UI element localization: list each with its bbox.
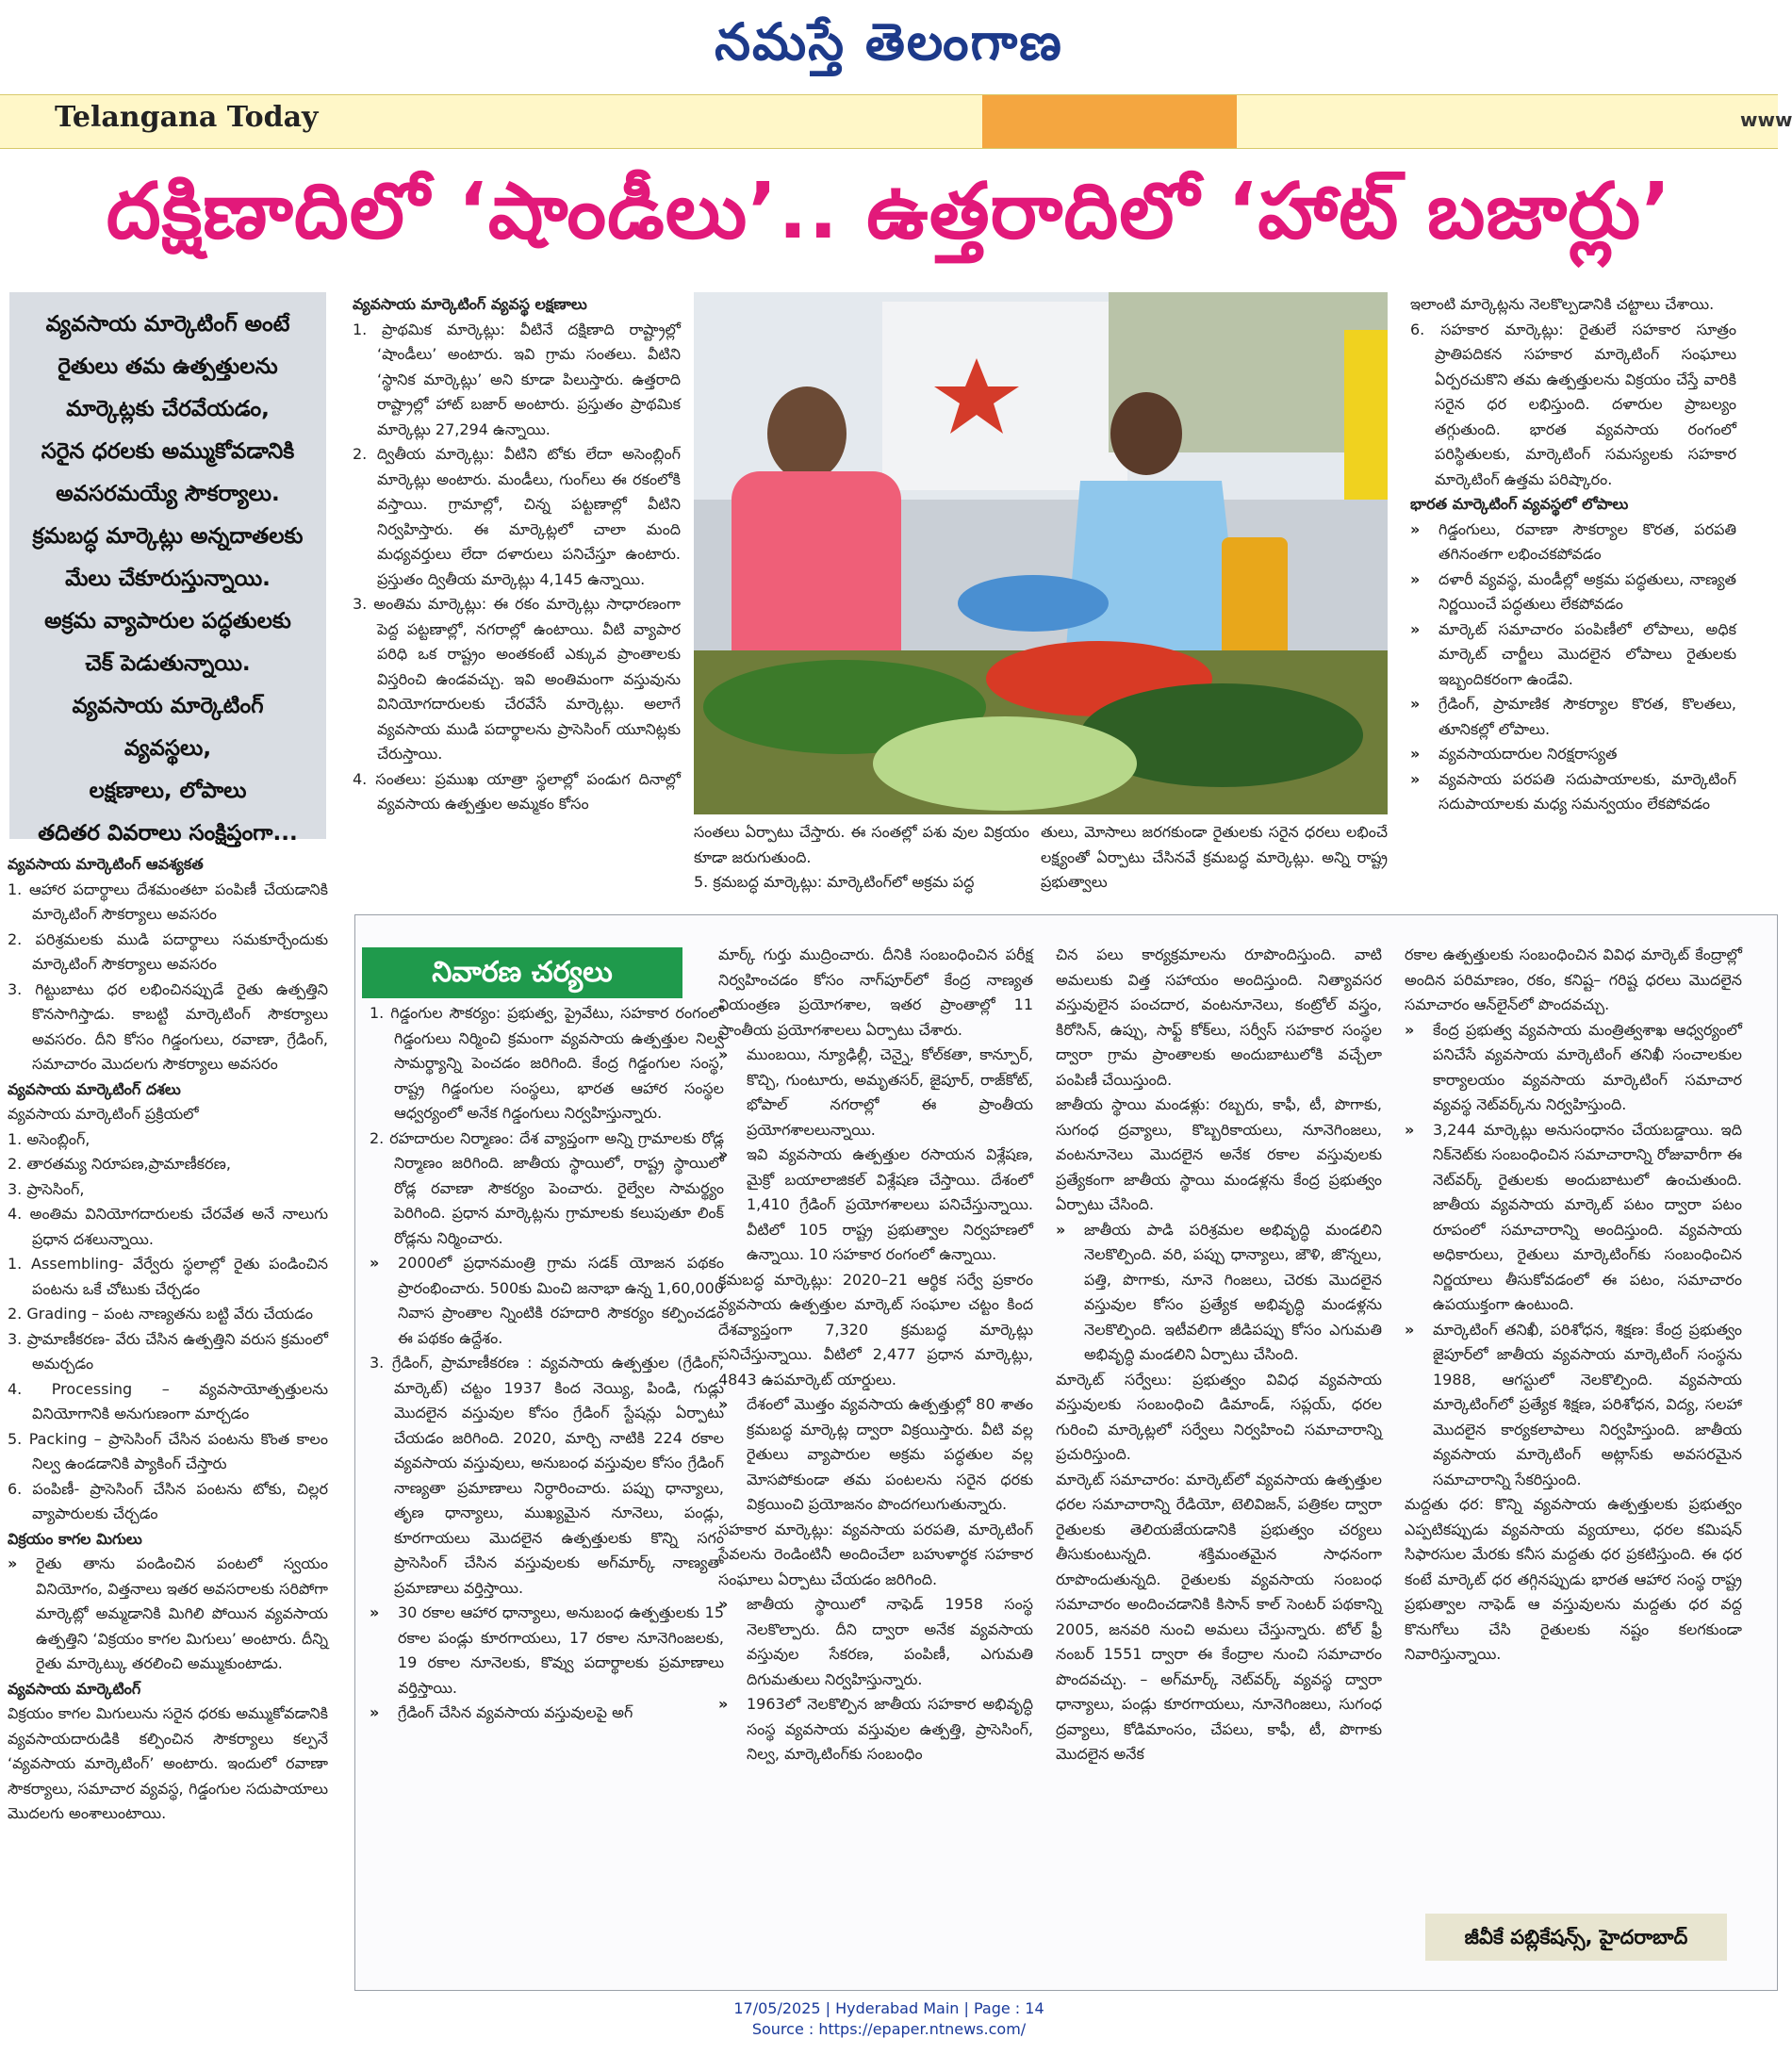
remedies-column-2 (718, 943, 1033, 1767)
intro-line: సరైన ధరలకు అమ్ముకోవడానికి (41, 439, 295, 464)
col2_top-para: 1. ప్రాథమిక మార్కెట్లు: వీటినే దక్షిణాది రాష్ట్రాల్లో ‘షాండీలు’ అంటారు. ఇవి గ్రామ సంతలు. వీటిని ‘స్థానిక మార్కెట్లు’ అని కూడా పిలుస్తారు. ఉత్తరాది రాష్ట్రాల్లో హాట్ బజార్ అంటారు. ప్రస్తుతం ప్రాథమిక మార్కెట్లు 27,294 ఉన్నాయి. (353, 320, 681, 438)
intro-line: వ్యవసాయ మార్కెటింగ్ అంటే (45, 312, 290, 337)
b2-para: 2. రహదారుల నిర్మాణం: దేశ వ్యాప్తంగా అన్ని గ్రామాలకు రోడ్ల నిర్మాణం జరిగింది. జాతీయ స్థాయిలో, రాష్ట్ర స్థాయిలో రోడ్ల రవాణా సౌకర్యం పెంచారు. రైల్వేల సామర్థ్యం పెరిగింది. ప్రధాన మార్కెట్లను గ్రామాలకు కలుపుతూ లింక్ రోడ్లను నిర్మించారు. (370, 1128, 724, 1247)
b5-para: » 3,244 మార్కెట్లు అనుసంధానం చేయబడ్డాయి. ఇది నిక్‌నెట్‌కు సంబంధించిన సమాచారాన్ని రోజువారీగా ఈ నెట్‌వర్క్ రైతులకు అందుబాటులో ఉంచుతుంది. జాతీయ వ్యవసాయ మార్కెట్ పటం ద్వారా పటం రూపంలో సమాచారాన్ని అందిస్తుంది. వ్యవసాయ అధికారులు, రైతులు మార్కెటింగ్‌కు సంబంధించిన నిర్ణయాలు తీసుకోవడంలో ఈ పటం, సమాచారం ఉపయుక్తంగా ఉంటుంది. (1405, 1118, 1742, 1318)
b3-para: » 1963లో నెలకొల్పిన జాతీయ సహకార అభివృద్ధి సంస్థ వ్యవసాయ వస్తువుల ఉత్పత్తి, ప్రాసెసింగ్, నిల్వ, మార్కెటింగ్‌కు సంబంధిం (718, 1692, 1033, 1767)
intro-line: చెక్ పెడుతున్నాయి. (85, 651, 251, 676)
col1-para: వ్యవసాయ మార్కెటింగ్ దశలు (8, 1079, 181, 1098)
b5-para: » మార్కెటింగ్ తనిఖీ, పరిశోధన, శిక్షణ: కేంద్ర ప్రభుత్వం జైపూర్‌లో జాతీయ వ్యవసాయ మార్కెటింగ్ సంస్థను 1988, ఆగస్టులో నెలకొల్పింది. వ్యవసాయ మార్కెటింగ్‌లో ప్రత్యేక శిక్షణ, పరిశోధన, విద్య, సలహా మొదలైన కార్యకలాపాలు నిర్వహిస్తుంది. జాతీయ వ్యవసాయ మార్కెటింగ్ అట్లాస్‌కు అవసరమైన సమాచారాన్ని సేకరిస్తుంది. (1405, 1318, 1742, 1493)
intro-line: వ్యవసాయ మార్కెటింగ్ వ్యవస్థలు, (72, 694, 264, 761)
col1-para: విక్రయం కాగల మిగులును సరైన ధరకు అమ్ముకోవడానికి వ్యవసాయదారుడికి కల్పించిన సౌకర్యాలు కల్పనే ‘వ్యవసాయ మార్కెటింగ్’ అంటారు. ఇందులో రవాణా సౌకర్యాలు, సమాచార వ్యవస్థ, గిడ్డంగుల సదుపాయాలు మొదలగు అంశాలుంటాయి. (8, 1704, 328, 1822)
column-left (8, 852, 328, 1827)
col2_top-para: 3. అంతిమ మార్కెట్లు: ఈ రకం మార్కెట్లు సాధారణంగా పెద్ద పట్టణాల్లో, నగరాల్లో ఉంటాయి. వీటి వ్యాపార పరిధి ఒక రాష్ట్రం అంతకంటే ఎక్కువ ప్రాంతాలకు విస్తరించి ఉండవచ్చు. ఇవి అంతిమంగా వస్తువును వినియోగదారులకు చేరవేసే మార్కెట్లు. అలాగే వ్యవసాయ ముడి పదార్థాలను ప్రాసెసింగ్ యూనిట్లకు చేరుస్తాయి. (353, 595, 681, 763)
b4-para: » జాతీయ పాడి పరిశ్రమల అభివృద్ధి మండలిని నెలకొల్పింది. వరి, పప్పు ధాన్యాలు, జౌళి, జొన్నలు, పత్తి, పొగాకు, నూనె గింజలు, చెరకు మొదలైన వస్తువుల కోసం ప్రత్యేక అభివృద్ధి మండళ్లను నెలకొల్పింది. ఇటీవలిగా జీడిపప్పు కోసం ఎగుమతి అభివృద్ధి మండలిని ఏర్పాటు చేసింది. (1056, 1218, 1382, 1368)
col2_top-para: 4. సంతలు: ప్రముఖ యాత్రా స్థలాల్లో పండుగ దినాల్లో వ్యవసాయ ఉత్పత్తుల అమ్మకం కోసం (353, 769, 681, 813)
b2-para: 3. గ్రేడింగ్, ప్రామాణీకరణ : వ్యవసాయ ఉత్పత్తుల (గ్రేడింగ్, మార్కెట్) చట్టం 1937 కింద నెయ్యి, పిండి, గుడ్లు మొదలైన వస్తువుల కోసం గ్రేడింగ్ స్టేషన్లు ఏర్పాటు చేయడం జరిగింది. 2020, మార్చి నాటికి 224 రకాల వ్యవసాయ వస్తువులు, అనుబంధ వస్తువుల కోసం గ్రేడింగ్ నాణ్యతా ప్రమాణాలు నిర్ధారించారు. పప్పు ధాన్యాలు, తృణ ధాన్యాలు, ముఖ్యమైన నూనెలు, పండ్లు, కూరగాయలు మొదలైన ఉత్పత్తులకు కొన్ని సగం ప్రాసెసింగ్ చేసిన వస్తువులకు అగ్‌మార్క్ నాణ్యతా ప్రమాణాలు వర్తిస్తాయి. (370, 1354, 724, 1597)
page-headline: దక్షిణాదిలో ‘షాండీలు’.. ఉత్తరాదిలో ‘హాట్ బజార్లు’ (106, 167, 1672, 256)
b5-para: » కేంద్ర ప్రభుత్వ వ్యవసాయ మంత్రిత్వశాఖ ఆధ్వర్యంలో పనిచేసే వ్యవసాయ మార్కెటింగ్ తనిఖీ సంచాలకుల కార్యాలయం వ్యవసాయ మార్కెటింగ్ సమాచార వ్యవస్థ నెట్‌వర్క్‌ను నిర్వహిస్తుంది. (1405, 1018, 1742, 1118)
col1-para: విక్రయం కాగల మిగులు (8, 1529, 142, 1548)
remedies-column-1 (370, 1001, 724, 1726)
col1-para: 2. Grading – పంట నాణ్యతను బట్టి వేరు చేయడం (8, 1305, 313, 1323)
col5_top-para: » దళారీ వ్యవస్థ, మండీల్లో అక్రమ పద్ధతులు, నాణ్యత నిర్ణయించే పద్ధతులు లేకపోవడం (1410, 567, 1736, 617)
col1-para: 3. ప్రామాణీకరణ- వేరు చేసిన ఉత్పత్తిని వరుస క్రమంలో అమర్చడం (8, 1329, 328, 1372)
col5_top-para: » వ్యవసాయదారుల నిరక్షరాస్యత (1410, 742, 1736, 767)
masthead (0, 0, 1778, 94)
remedies-title: నివారణ చర్యలు (362, 947, 682, 998)
vendor-photo-illustration (694, 292, 1388, 814)
b4-para: చిన పలు కార్యక్రమాలను రూపొందిస్తుంది. వాటి అమలుకు విత్త సహాయం అందిస్తుంది. నిత్యావసర వస్తువులైన పంచదార, వంటనూనెలు, కంట్రోల్ వస్త్రం, కిరోసిన్, ఉప్పు, సాఫ్ట్ కోక్‌లు, సర్వీస్ సహకార సంస్థల ద్వారా గ్రామ ప్రాంతాలకు అందుబాటులోకి వచ్చేలా పంపిణీ చేయిస్తుంది. (1056, 945, 1382, 1089)
col5_top-para: ఇలాంటి మార్కెట్లను నెలకొల్పడానికి చట్టాలు చేశాయి. (1410, 295, 1715, 313)
under-photo-text-2: తులు, మోసాలు జరగకుండా రైతులకు సరైన ధరలు లభించే లక్ష్యంతో ఏర్పాటు చేసినవే క్రమబద్ధ మార్కెట్లు. అన్ని రాష్ట్ర ప్రభుత్వాలు (1041, 823, 1388, 891)
col1-para: 1. Assembling- వేర్వేరు స్థలాల్లో రైతు పండించిన పంటను ఒకే చోటుకు చేర్చడం (8, 1255, 328, 1298)
b5-para: రకాల ఉత్పత్తులకు సంబంధించిన వివిధ మార్కెట్ కేంద్రాల్లో అందిన పరిమాణం, రకం, కనిష్ట– గరిష్ట ధరలు మొదలైన సమాచారం ఆన్‌లైన్‌లో పొందవచ్చు. (1405, 945, 1742, 1013)
col5_top-para: » మార్కెట్ సమాచారం పంపిణీలో లోపాలు, అధిక మార్కెట్ చార్జీలు మొదలైన లోపాలు రైతులకు ఇబ్బందికరంగా ఉండేవి. (1410, 617, 1736, 693)
market-photo (694, 292, 1388, 814)
col5_top-para: » గ్రేడింగ్, ప్రామాణిక సౌకర్యాల కొరత, కొలతలు, తూనికల్లో లోపాలు. (1410, 692, 1736, 742)
b3-para: సహకార మార్కెట్లు: వ్యవసాయ పరపతి, మార్కెటింగ్ సేవలను రెండింటినీ అందించేలా బహుళార్థక సహకార సంఘాలు ఏర్పాటు చేయడం జరిగింది. (718, 1520, 1033, 1588)
col1-para: 4. అంతిమ వినియోగదారులకు చేరవేత అనే నాలుగు ప్రధాన దశలున్నాయి. (8, 1205, 328, 1248)
intro-box (9, 292, 326, 846)
intro-line: అక్రమ వ్యాపారుల పద్ధతులకు (44, 609, 291, 633)
b3-para: మార్క్ గుర్తు ముద్రించారు. దీనికి సంబంధించిన పరీక్ష నిర్వహించడం కోసం నాగ్‌పూర్‌లో కేంద్ర నాణ్యత నియంత్రణ ప్రయోగశాల, ఇతర ప్రాంతాల్లో 11 ప్రాంతీయ ప్రయోగశాలలు ఏర్పాటు చేశారు. (718, 945, 1033, 1039)
b4-para: మార్కెట్ సమాచారం: మార్కెట్‌లో వ్యవసాయ ఉత్పత్తుల ధరల సమాచారాన్ని రేడియో, టెలివిజన్, పత్రికల ద్వారా రైతులకు తెలియజేయడానికి ప్రభుత్వం చర్యలు తీసుకుంటున్నది. శక్తిమంతమైన సాధనంగా రూపొందుతున్నది. రైతులకు వ్యవసాయ సంబంధ సమాచారం అందించడానికి కిసాన్ కాల్ సెంటర్ పథకాన్ని 2005, జనవరి నుంచి అమలు చేస్తున్నారు. టోల్ ఫ్రీ నంబర్ 1551 ద్వారా ఈ కేంద్రాల నుంచి సమాచారం పొందవచ్చు. – అగ్‌మార్క్ నెట్‌వర్క్ వ్యవస్థ ద్వారా ధాన్యాలు, పండ్లు కూరగాయలు, నూనెగింజలు, సుగంధ ద్రవ్యాలు, కోడిమాంసం, చేపలు, కాఫీ, టీ, పొగాకు మొదలైన అనేక (1056, 1470, 1382, 1763)
col1-para: 3. ప్రాసెసింగ్, (8, 1179, 85, 1198)
col1-para: 6. పంపిణీ- ప్రాసెసింగ్ చేసిన పంటను టోకు, చిల్లర వ్యాపారులకు చేర్చడం (8, 1479, 328, 1522)
col2_top-para: 2. ద్వితీయ మార్కెట్లు: వీటిని టోకు లేదా అసెంబ్లింగ్ మార్కెట్లు అంటారు. మండీలు, గుంగ్‌లు ఈ రకంలోకి వస్తాయి. గ్రామాల్లో, చిన్న పట్టణాల్లో వీటిని నిర్వహిస్తారు. ఈ మార్కెట్లలో చాలా మంది మధ్యవర్తులు లేదా దళారులు పనిచేస్తూ ఉంటారు. ప్రస్తుతం ద్వితీయ మార్కెట్లు 4,145 ఉన్నాయి. (353, 445, 681, 588)
col1-para: 5. Packing – ప్రాసెసింగ్ చేసిన పంటను కొంత కాలం నిల్వ ఉండడానికి ప్యాకింగ్ చేస్తారు (8, 1429, 328, 1472)
col5_top-para: » గిడ్డంగులు, రవాణా సౌకర్యాల కొరత, పరపతి తగినంతగా లభించకపోవడం (1410, 518, 1736, 567)
col1-para: 1. ఆహార పదార్థాలు దేశమంతటా పంపిణీ చేయడానికి మార్కెటింగ్ సౌకర్యాలు అవసరం (8, 879, 328, 923)
intro-line: క్రమబద్ధ మార్కెట్లు అన్నదాతలకు (32, 524, 304, 549)
b3-para: » జాతీయ స్థాయిలో నాఫెడ్ 1958 సంస్థ నెలకొల్పారు. దీని ద్వారా అనేక వ్యవసాయ వస్తువుల సేకరణ, పంపిణీ, ఎగుమతి దిగుమతులు నిర్వహిస్తున్నారు. (718, 1592, 1033, 1692)
b2-para: » గ్రేడింగ్ చేసిన వ్యవసాయ వస్తువులపై అగ్ (370, 1701, 724, 1726)
col5_top-para: భారత మార్కెటింగ్ వ్యవస్థలో లోపాలు (1410, 495, 1629, 513)
col1-para: 2. తారతమ్య నిరూపణ,ప్రామాణీకరణ, (8, 1155, 231, 1173)
col1-para: 1. అసెంబ్లింగ్, (8, 1129, 90, 1148)
col5_top-para: 6. సహకార మార్కెట్లు: రైతులే సహకార సూత్రం ప్రాతిపదికన సహకార మార్కెటింగ్ సంఘాలు ఏర్పరచుకొని తమ ఉత్పత్తులను విక్రయం చేస్తే వారికి సరైన ధర లభిస్తుంది. దళారుల ప్రాబల్యం తగ్గుతుంది. భారత వ్యవసాయ రంగంలో పరిస్థితులకు, మార్కెటింగ్ సమస్యలకు సహకార మార్కెటింగ్ ఉత్తమ పరిష్కారం. (1410, 320, 1736, 488)
column-features (353, 292, 681, 817)
intro-line: మార్కెట్లకు చేరవేయడం, (66, 397, 270, 421)
b4-para: మార్కెట్ సర్వేలు: ప్రభుత్వం వివిధ వ్యవసాయ వస్తువులకు సంబంధించి డిమాండ్, సప్లయ్, ధరల గురించి మార్కెట్లలో సర్వేలు నిర్వహించి సమాచారాన్ని ప్రచురిస్తుంది. (1056, 1370, 1382, 1463)
col1-para: 4. Processing – వ్యవసాయోత్పత్తులను వినియోగానికి అనుగుణంగా మార్చడం (8, 1379, 328, 1422)
website-text: www (1740, 108, 1792, 131)
footer-date-line: 17/05/2025 | Hyderabad Main | Page : 14 (733, 1999, 1044, 2017)
under-photo-right (1041, 820, 1388, 896)
b4-para: జాతీయ స్థాయి మండళ్లు: రబ్బరు, కాఫీ, టీ, పొగాకు, సుగంధ ద్రవ్యాలు, కొబ్బరికాయలు, నూనెగింజలు, వంటనూనెలు మొదలైన అనేక రకాల వస్తువులకు ప్రత్యేకంగా జాతీయ స్థాయి మండళ్లను కేంద్ర ప్రభుత్వం ఏర్పాటు చేసింది. (1056, 1095, 1382, 1213)
page-footer (0, 1998, 1778, 2040)
col1-para: 3. గిట్టుబాటు ధర లభించినప్పుడే రైతు ఉత్పత్తిని కొనసాగిస్తాడు. కాబట్టి మార్కెటింగ్ సౌకర్యాలు అవసరం. దీని కోసం గిడ్డంగులు, రవాణా, గ్రేడింగ్, సమాచారం మొదలగు సౌకర్యాలు అవసరం (8, 979, 328, 1073)
col1-para: » రైతు తాను పండించిన పంటలో స్వయం వినియోగం, విత్తనాలు ఇతర అవసరాలకు సరిపోగా మార్కెట్లో అమ్మడానికి మిగిలి పోయిన వ్యవసాయ ఉత్పత్తిని ‘విక్రయం కాగల మిగులు’ అంటారు. దీన్ని రైతు మార్కెట్కు తరలించి అమ్ముకుంటాడు. (8, 1552, 328, 1677)
intro-lines (26, 304, 309, 855)
intro-line: మేలు చేకూరుస్తున్నాయి. (65, 567, 271, 591)
col1-para: వ్యవసాయ మార్కెటింగ్ (8, 1679, 141, 1698)
header-orange-block (982, 95, 1237, 148)
footer-source-line: Source : https://epaper.ntnews.com/ (751, 2020, 1027, 2038)
remedies-column-3 (1056, 943, 1382, 1767)
secondary-logo: Telangana Today (55, 101, 319, 134)
b2-para: » 30 రకాల ఆహార ధాన్యాలు, అనుబంధ ఉత్పత్తులకు 15 రకాల పండ్లు కూరగాయలు, 17 రకాల నూనెగింజలకు, 19 రకాల నూనెలకు, కొవ్వు పదార్థాలకు ప్రమాణాలు వర్తిస్తాయి. (370, 1601, 724, 1701)
publisher-credit: జీవీకే పబ్లికేషన్స్, హైదరాబాద్ (1425, 1914, 1727, 1961)
intro-line: తదితర వివరాలు సంక్షిప్తంగా... (38, 821, 298, 846)
remedies-column-4 (1405, 943, 1742, 1668)
col1-para: 2. పరిశ్రమలకు ముడి పదార్థాలు సమకూర్చేందుకు మార్కెటింగ్ సౌకర్యాలు అవసరం (8, 929, 328, 973)
newspaper-logo: నమస్తే తెలంగాణ (715, 11, 1063, 72)
col5_top-para: » వ్యవసాయ పరపతి సదుపాయాలకు, మార్కెటింగ్ సదుపాయాలకు మధ్య సమన్వయం లేకపోవడం (1410, 767, 1736, 817)
under-photo-text-1: సంతలు ఏర్పాటు చేస్తారు. ఈ సంతల్లో పశు వుల విక్రయం కూడా జరుగుతుంది. (694, 823, 1029, 866)
b5-para: మద్దతు ధర: కొన్ని వ్యవసాయ ఉత్పత్తులకు ప్రభుత్వం ఎప్పటికప్పుడు వ్యవసాయ వ్యయాలు, ధరల కమిషన్ సిఫారసుల మేరకు కనీస మద్దతు ధర ప్రకటిస్తుంది. ఈ ధర కంటే మార్కెట్ ధర తగ్గినప్పుడు భారత ఆహార సంస్థ రాష్ట్ర ప్రభుత్వాల నాఫెడ్ ఆ వస్తువులను మద్దతు ధర వద్ద కొనుగోలు చేసి రైతులకు నష్టం కలగకుండా నివారిస్తున్నాయి. (1405, 1495, 1742, 1663)
column-defects (1410, 292, 1736, 817)
intro-line: లక్షణాలు, లోపాలు (89, 779, 247, 803)
col2_top-para: వ్యవసాయ మార్కెటింగ్ వ్యవస్థ లక్షణాలు (353, 295, 587, 313)
intro-line: అవసరమయ్యే సౌకర్యాలు. (56, 482, 280, 506)
b3-para: క్రమబద్ధ మార్కెట్లు: 2020–21 ఆర్థిక సర్వే ప్రకారం వ్యవసాయ ఉత్పత్తుల మార్కెట్ సంఘాల చట్టం కింద దేశవ్యాప్తంగా 7,320 క్రమబద్ధ మార్కెట్లు పనిచేస్తున్నాయి. వీటిలో 2,477 ప్రధాన మార్కెట్లు, 4843 ఉపమార్కెట్ యార్డులు. (718, 1270, 1033, 1389)
b2-para: » 2000లో ప్రధానమంత్రి గ్రామ సడక్ యోజన పథకం ప్రారంభించారు. 500కు మించి జనాభా ఉన్న 1,60,000 నివాస ప్రాంతాల న్నింటికి రహదారి సౌకర్యం కల్పించడం ఈ పథకం ఉద్దేశం. (370, 1251, 724, 1351)
b3-para: » ఇవి వ్యవసాయ ఉత్పత్తుల రసాయన విశ్లేషణ, మైక్రో బయాలాజికల్ విశ్లేషణ చేస్తాయి. దేశంలో 1,410 గ్రేడింగ్ ప్రయోగశాలలు పనిచేస్తున్నాయి. వీటిలో 105 రాష్ట్ర ప్రభుత్వాల నిర్వహణలో ఉన్నాయి. 10 సహకార రంగంలో ఉన్నాయి. (718, 1142, 1033, 1268)
intro-line: రైతులు తమ ఉత్పత్తులను (58, 354, 278, 379)
b3-para: » దేశంలో మొత్తం వ్యవసాయ ఉత్పత్తుల్లో 80 శాతం క్రమబద్ధ మార్కెట్ల ద్వారా విక్రయిస్తారు. వీటి వల్ల రైతులు వ్యాపారుల అక్రమ పద్ధతుల వల్ల మోసపోకుండా తమ పంటలను సరైన ధరకు విక్రయించి ప్రయోజనం పొందగలుగుతున్నారు. (718, 1392, 1033, 1518)
col1-para: వ్యవసాయ మార్కెటింగ్ ఆవశ్యకత (8, 855, 204, 873)
b3-para: » ముంబయి, న్యూఢిల్లీ, చెన్నై, కోల్‌కతా, కాన్పూర్, కొచ్చి, గుంటూరు, అమృతసర్, జైపూర్, రాజ్‌కోట్, భోపాల్ నగరాల్లో ఈ ప్రాంతీయ ప్రయోగశాలలున్నాయి. (718, 1043, 1033, 1142)
b2-para: 1. గిడ్డంగుల సౌకర్యం: ప్రభుత్వ, ప్రైవేటు, సహకార రంగంలో గిడ్డంగులు నిర్మించి క్రమంగా వ్యవసాయ ఉత్పత్తుల నిల్వ సామర్థ్యాన్ని పెంచడం జరిగింది. కేంద్ర గిడ్డంగుల సంస్థ, రాష్ట్ర గిడ్డంగుల సంస్థలు, భారత ఆహార సంస్థల ఆధ్వర్యంలో అనేక గిడ్డంగులు నిర్వహిస్తున్నారు. (370, 1004, 724, 1122)
under-photo-left (694, 820, 1029, 896)
col1-para: వ్యవసాయ మార్కెటింగ్ ప్రక్రియలో (8, 1105, 199, 1123)
under-photo-text-1b: 5. క్రమబద్ధ మార్కెట్లు: మార్కెటింగ్‌లో అక్రమ పద్ధ (694, 873, 975, 891)
header-band (0, 94, 1792, 149)
